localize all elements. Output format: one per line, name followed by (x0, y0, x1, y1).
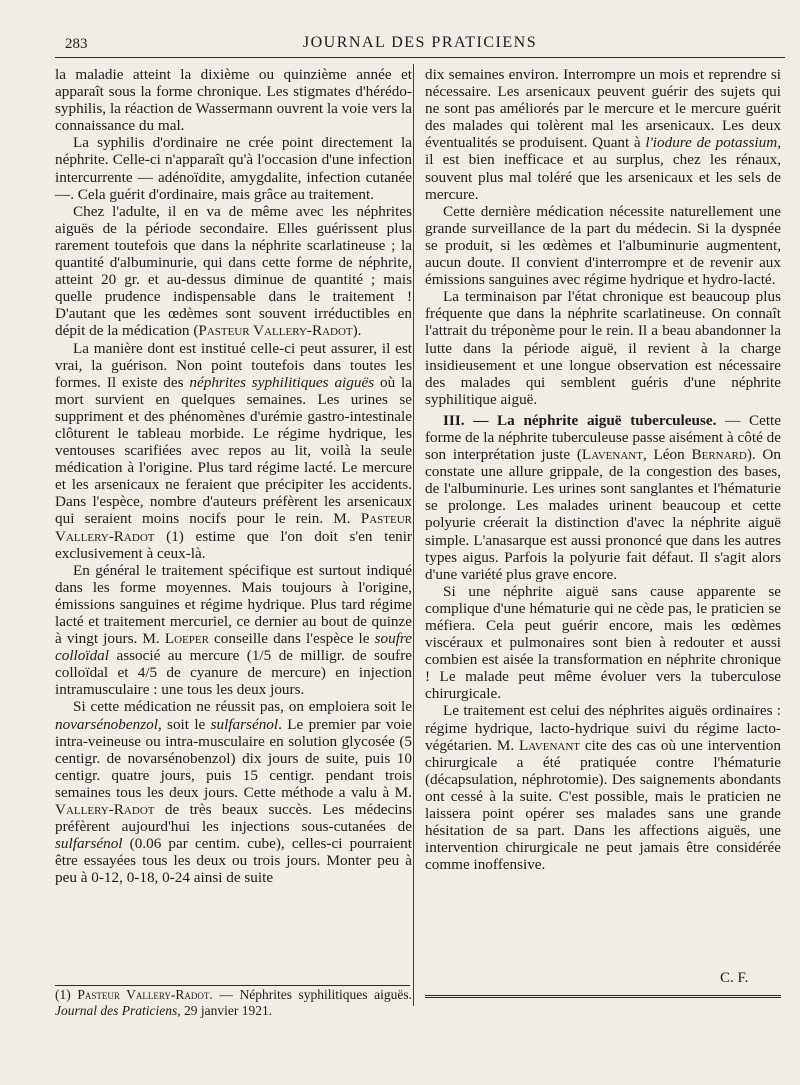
author-name: Pasteur Vallery-Radot (198, 322, 353, 340)
author-name: Pasteur Vallery-Radot (55, 510, 412, 545)
paragraph: En général le traitement spécifique est surtout indiqué dans les forme moyennes. Mais toujours à l'origine, émissions sanguines et régime hydrique. Plus tard régime lacté et traitement mercuriel, ce dernier au bout de quinze à vingt jours. M. Loeper conseille dans l'espèce le soufre colloïdal associé au mercure (1/5 de milligr. de soufre colloïdal et 4/5 de cyanure de mercure) en injection intramusculaire : une tous les deux jours. (55, 561, 413, 699)
author-name: Lavenant (581, 446, 643, 464)
column-divider (413, 64, 414, 1006)
section-heading: III. — La néphrite aiguë tuberculeuse. (443, 411, 717, 429)
paragraph: Chez l'adulte, il en va de même avec les néphrites aiguës de la période secondaire. Elles guérissent plus rarement toutefois que dans la néphrite scarlatineuse ; la quantité d'albuminurie, qui dans cette forme de néphrite, atteint 20 gr. et au-dessus diminue de quantité ; mais quelle prudence indispensable dans le traitement ! D'autant que les œdèmes sont souvent irréductibles en dépit de la médication (Pasteur Vallery-Radot). (55, 202, 412, 340)
author-name: Loeper (164, 630, 209, 648)
footnote-author: Pasteur Vallery-Radot (77, 987, 210, 1002)
author-name: Lavenant (518, 736, 581, 754)
paragraph: III. — La néphrite aiguë tuberculeuse. — Cette forme de la néphrite tuberculeuse passe aisément à côté de son interprétation juste (Lavenant, Léon Bernard). On constate une allure grippale, de la congestion des bases, de l'albuminurie. Les urines sont sanglantes et l'hématurie se prolonge. Les malades urinent beaucoup et cette polyurie créerait la distinction d'avec la néphrite aiguë simple. L'anasarque est aussi prononcé que dans les autres types aigus. Parfois la polyurie fait défaut. Il s'agit alors d'une variété plus grave encore. (425, 411, 781, 583)
end-rule (425, 995, 781, 998)
footnote-rule (55, 985, 410, 986)
paragraph: Si une néphrite aiguë sans cause apparente se complique d'une hématurie qui ne cède pas, le praticien se méfiera. Cela peut guérir encore, mais les œdèmes viscéraux et pulmonaires sont bien à redouter et aussi combien est aisée la transformation en néphrite chronique ! Le malade peut même évoluer vers la tuberculose chirurgicale. (425, 582, 781, 703)
italic-term: sulfarsénol (55, 835, 123, 853)
paragraph: Cette dernière médication nécessite naturellement une grande surveillance de la part du médecin. Si la dyspnée se produit, si les œdèmes et l'albuminurie augmentent, aucun doute. Il convient d'interrompre et de revenir aux émissions sanguines avec régime hydrique et hydro-lacté. (425, 202, 781, 289)
italic-term: sulfarsénol (210, 715, 279, 733)
author-name: Bernard (691, 446, 747, 464)
paragraph: La terminaison par l'état chronique est beaucoup plus fréquente que dans la néphrite scarlatineuse. On connaît l'attrait du tréponème pour le rein. Il a beau abandonner la lutte dans la période aiguë, il revient à la charge insidieusement et une longue observation est nécessaire des malades qui semblent guéris d'une néphrite syphilitique aiguë. (425, 288, 781, 408)
paragraph: la maladie atteint la dixième ou quinzième année et apparaît sous la forme chronique. Les stigmates d'hérédo-syphilis, la réaction de Wassermann ouvrent la voie vers la connaissance du mal. (55, 66, 412, 135)
paragraph: La manière dont est institué celle-ci peut assurer, il est vrai, la guérison. Non point toutefois dans toutes les formes. Il existe des néphrites syphilitiques aiguës où la mort survient en quelques semaines. Les urines se suppriment et des phénomènes d'urémie gastro-intestinale clôturent le tableau morbide. Le régime hydrique, les ventouses scarifiées avec repos au lit, voilà la seule médication à l'origine. Plus tard régime lacté. Le mercure et les arsenicaux ne feraient que précipiter les accidents. Dans l'espèce, nombre d'auteurs préfèrent les arsenicaux qui seraient moins nocifs pour le rein. M. Pasteur Vallery-Radot (1) estime que l'on doit s'en tenir exclusivement à ceux-là. (55, 339, 412, 562)
page-number: 283 (65, 36, 88, 52)
right-column (425, 66, 781, 873)
author-name: Vallery-Radot (55, 801, 155, 819)
italic-term: soufre colloïdal (55, 630, 413, 665)
header-rule (55, 57, 785, 58)
footnote-journal: Journal des Praticiens (55, 1002, 178, 1018)
page-header (55, 30, 785, 56)
italic-term: l'iodure de potassium (645, 134, 778, 152)
journal-title: JOURNAL DES PRATICIENS (302, 34, 538, 51)
paragraph: dix semaines environ. Interrompre un mois et reprendre si nécessaire. Les arsenicaux peuvent guérir des sujets qui ne sont pas améliorés par le mercure et le mercure guérit des malades qui tolèrent mal les arsenicaux. Les deux éventualités se produisent. Quant à l'iodure de potassium, il est bien inefficace et au surplus, chez les rénaux, souvent plus mal toléré que les arsenicaux et les sels de mercure. (425, 66, 781, 203)
left-column (55, 66, 412, 887)
signature: C. F. (720, 970, 749, 986)
paragraph: La syphilis d'ordinaire ne crée point directement la néphrite. Celle-ci n'apparaît qu'à l'occasion d'une infection intercurrente — adénoïdite, amygdalite, infection cutanée —. Cela guérit d'ordinaire, mais grâce au traitement. (55, 134, 412, 203)
italic-term: novarsénobenzol (55, 715, 158, 733)
paragraph: Le traitement est celui des néphrites aiguës ordinaires : régime hydrique, lacto-hydrique suivi du régime lacto-végétarien. M. Lavenant cite des cas où une intervention chirurgicale a été pratiquée contre l'hématurie (décapsulation, néphrotomie). Des saignements abondants ont cessé à la suite. C'est possible, mais le praticien ne laissera point opérer ses malades sans une grande hésitation de sa part. Dans les affections aiguës, une intervention chirurgicale ne peut jamais être considérée comme inoffensive. (425, 702, 781, 874)
italic-term: néphrites syphilitiques aiguës (189, 373, 375, 391)
footnote: (1) Pasteur Vallery-Radot. — Néphrites syphilitiques aiguës. Journal des Praticiens, 29 janvier 1921. (55, 987, 412, 1018)
paragraph: Si cette médication ne réussit pas, on emploiera soit le novarsénobenzol, soit le sulfarsénol. Le premier par voie intra-veineuse ou intra-musculaire en solution glycosée (5 centigr. de novarsénobenzol) dix jours de suite, puis 10 centigr. quatre jours, puis 15 centigr. pendant trois semaines tous les deux jours. Cette méthode a valu à M. Vallery-Radot de très beaux succès. Les médecins préfèrent aujourd'hui les injections sous-cutanées de sulfarsénol (0.06 par centim. cube), celles-ci pourraient être essayées tous les deux ou trois jours. Monter peu à peu à 0-12, 0-18, 0-24 ainsi de suite (55, 698, 412, 887)
